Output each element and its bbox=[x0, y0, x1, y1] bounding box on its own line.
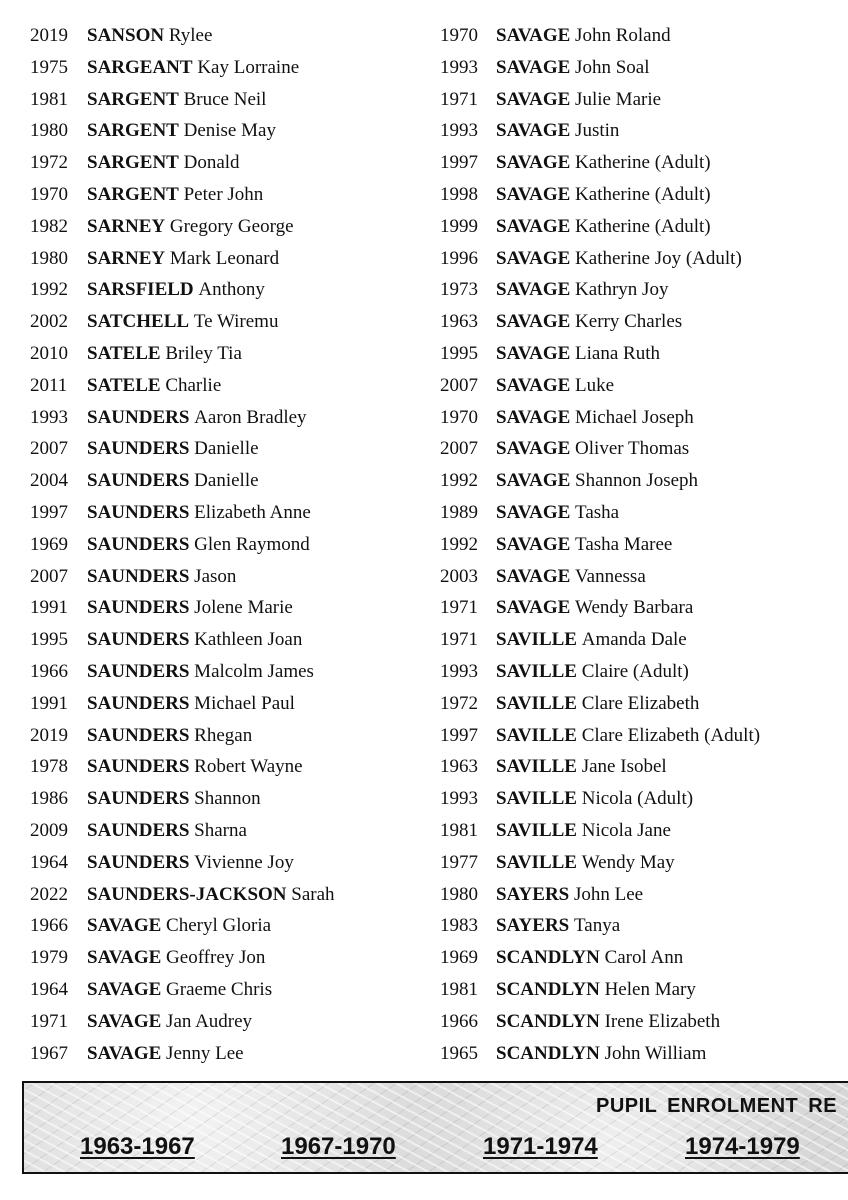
list-item bbox=[440, 115, 848, 147]
list-item bbox=[440, 147, 848, 179]
enrolment-year: 2022 bbox=[30, 883, 68, 905]
surname: SAVAGE bbox=[87, 1010, 162, 1032]
surname: SAVAGE bbox=[496, 279, 571, 301]
enrolment-year: 1986 bbox=[30, 788, 68, 810]
list-item bbox=[30, 243, 430, 275]
enrolment-year: 1998 bbox=[440, 183, 478, 205]
list-item bbox=[30, 52, 430, 84]
surname: SAVAGE bbox=[496, 438, 571, 460]
enrolment-year: 2019 bbox=[30, 25, 68, 46]
surname: SAUNDERS bbox=[87, 629, 190, 651]
enrolment-year: 2010 bbox=[30, 342, 68, 364]
list-item bbox=[440, 815, 848, 847]
list-item bbox=[440, 306, 848, 338]
list-item bbox=[440, 1006, 848, 1038]
list-item bbox=[30, 211, 430, 243]
surname: SAYERS bbox=[496, 915, 570, 937]
list-item bbox=[440, 402, 848, 434]
surname: SAUNDERS bbox=[87, 501, 190, 523]
list-item bbox=[30, 433, 430, 465]
enrolment-year: 1997 bbox=[440, 152, 478, 174]
enrolment-year: 1991 bbox=[30, 692, 68, 714]
enrolment-year: 1963 bbox=[440, 311, 478, 333]
enrolment-year: 1966 bbox=[30, 915, 68, 937]
given-names: Michael Joseph bbox=[575, 406, 694, 428]
surname: SARGENT bbox=[87, 152, 179, 174]
list-item bbox=[440, 656, 848, 688]
list-item bbox=[30, 847, 430, 879]
given-names: Malcolm James bbox=[194, 660, 314, 682]
given-names: Clare Elizabeth (Adult) bbox=[581, 724, 761, 746]
list-item bbox=[30, 879, 430, 911]
surname: SARGENT bbox=[87, 183, 179, 205]
surname: SAUNDERS bbox=[87, 438, 190, 460]
given-names: John William bbox=[604, 1042, 707, 1064]
enrolment-year: 1966 bbox=[440, 1010, 478, 1032]
enrolment-year: 1980 bbox=[440, 883, 478, 905]
given-names: Rylee bbox=[168, 25, 213, 46]
given-names: Donald bbox=[183, 152, 240, 174]
given-names: Kathryn Joy bbox=[575, 279, 669, 301]
list-item bbox=[30, 115, 430, 147]
given-names: Shannon bbox=[194, 788, 261, 810]
list-item bbox=[440, 688, 848, 720]
surname: SAVAGE bbox=[87, 978, 162, 1000]
enrolment-year: 2007 bbox=[30, 438, 68, 460]
surname: SAUNDERS bbox=[87, 819, 190, 841]
enrolment-year: 2011 bbox=[30, 374, 68, 396]
surname: SAVAGE bbox=[496, 120, 571, 142]
surname: SAUNDERS bbox=[87, 597, 190, 619]
given-names: Tanya bbox=[573, 915, 621, 937]
given-names: Wendy May bbox=[581, 851, 675, 873]
given-names: Michael Paul bbox=[194, 692, 295, 714]
given-names: Anthony bbox=[198, 279, 265, 301]
enrolment-year: 2004 bbox=[30, 470, 68, 492]
enrolment-year: 1978 bbox=[30, 756, 68, 778]
enrolment-year: 1966 bbox=[30, 660, 68, 682]
enrolment-year: 2007 bbox=[440, 374, 478, 396]
enrolment-year: 1989 bbox=[440, 501, 478, 523]
given-names: Vannessa bbox=[575, 565, 646, 587]
list-item bbox=[30, 306, 430, 338]
given-names: Justin bbox=[575, 120, 620, 142]
list-item bbox=[30, 497, 430, 529]
given-names: Te Wiremu bbox=[193, 311, 279, 333]
list-item bbox=[30, 147, 430, 179]
list-item bbox=[440, 179, 848, 211]
enrolment-year: 1982 bbox=[30, 215, 68, 237]
list-item bbox=[440, 561, 848, 593]
enrolment-year: 1981 bbox=[30, 88, 68, 110]
list-item bbox=[30, 751, 430, 783]
list-item bbox=[440, 529, 848, 561]
given-names: Wendy Barbara bbox=[575, 597, 694, 619]
given-names: Amanda Dale bbox=[581, 629, 687, 651]
given-names: Jolene Marie bbox=[194, 597, 293, 619]
surname: SARNEY bbox=[87, 247, 166, 269]
list-item bbox=[440, 338, 848, 370]
enrolment-year: 1993 bbox=[440, 120, 478, 142]
list-item bbox=[30, 465, 430, 497]
enrolment-year: 1981 bbox=[440, 978, 478, 1000]
list-item bbox=[440, 592, 848, 624]
given-names: Claire (Adult) bbox=[581, 660, 689, 682]
given-names: Nicola (Adult) bbox=[581, 788, 694, 810]
given-names: Cheryl Gloria bbox=[166, 915, 272, 937]
surname: SAVAGE bbox=[496, 470, 571, 492]
enrolment-year: 1981 bbox=[440, 819, 478, 841]
given-names: Nicola Jane bbox=[581, 819, 671, 841]
given-names: Elizabeth Anne bbox=[194, 501, 311, 523]
enrolment-year: 1983 bbox=[440, 915, 478, 937]
list-item bbox=[440, 879, 848, 911]
given-names: Shannon Joseph bbox=[575, 470, 699, 492]
given-names: Robert Wayne bbox=[194, 756, 303, 778]
given-names: Aaron Bradley bbox=[194, 406, 307, 428]
list-item bbox=[30, 656, 430, 688]
given-names: Katherine (Adult) bbox=[575, 215, 711, 237]
list-item bbox=[30, 84, 430, 116]
period-link-1963-1967[interactable]: 1963-1967 bbox=[80, 1133, 195, 1160]
given-names: Helen Mary bbox=[604, 978, 696, 1000]
surname: SAVILLE bbox=[496, 724, 577, 746]
enrolment-year: 1992 bbox=[440, 470, 478, 492]
period-link-1971-1974[interactable]: 1971-1974 bbox=[483, 1133, 598, 1160]
given-names: Glen Raymond bbox=[194, 533, 310, 555]
surname: SAUNDERS bbox=[87, 724, 190, 746]
enrolment-year: 1964 bbox=[30, 851, 68, 873]
given-names: Jan Audrey bbox=[166, 1010, 253, 1032]
list-item bbox=[440, 52, 848, 84]
surname: SANSON bbox=[87, 25, 165, 46]
surname: SAUNDERS bbox=[87, 788, 190, 810]
right-column bbox=[440, 20, 848, 1069]
given-names: Katherine Joy (Adult) bbox=[575, 247, 742, 269]
given-names: Charlie bbox=[165, 374, 222, 396]
surname: SAVILLE bbox=[496, 819, 577, 841]
surname: SATELE bbox=[87, 374, 161, 396]
given-names: Danielle bbox=[194, 438, 259, 460]
enrolment-year: 1972 bbox=[30, 152, 68, 174]
enrolment-year: 1964 bbox=[30, 978, 68, 1000]
enrolment-year: 1993 bbox=[30, 406, 68, 428]
surname: SAVAGE bbox=[496, 183, 571, 205]
surname: SAVAGE bbox=[496, 501, 571, 523]
list-item bbox=[440, 211, 848, 243]
given-names: Kathleen Joan bbox=[194, 629, 303, 651]
list-item bbox=[440, 497, 848, 529]
list-item bbox=[30, 274, 430, 306]
given-names: Denise May bbox=[183, 120, 276, 142]
enrolment-year: 1980 bbox=[30, 120, 68, 142]
list-item bbox=[30, 370, 430, 402]
given-names: Gregory George bbox=[169, 215, 294, 237]
banner-title: PUPIL ENROLMENT RE bbox=[596, 1095, 838, 1117]
given-names: Jason bbox=[194, 565, 237, 587]
surname: SAVAGE bbox=[496, 597, 571, 619]
list-item bbox=[440, 433, 848, 465]
given-names: Katherine (Adult) bbox=[575, 183, 711, 205]
surname: SAVAGE bbox=[496, 374, 571, 396]
enrolment-year: 1963 bbox=[440, 756, 478, 778]
given-names: John Roland bbox=[575, 25, 671, 46]
enrolment-year: 1971 bbox=[440, 629, 478, 651]
given-names: Rhegan bbox=[194, 724, 253, 746]
list-item bbox=[440, 20, 848, 52]
list-item bbox=[440, 783, 848, 815]
list-item bbox=[440, 1038, 848, 1070]
list-item bbox=[30, 20, 430, 52]
given-names: John Lee bbox=[573, 883, 644, 905]
enrolment-year: 1969 bbox=[440, 947, 478, 969]
surname: SAVAGE bbox=[496, 215, 571, 237]
enrolment-year: 1967 bbox=[30, 1042, 68, 1064]
enrolment-year: 1980 bbox=[30, 247, 68, 269]
left-column bbox=[30, 20, 430, 1069]
enrolment-year: 1979 bbox=[30, 947, 68, 969]
surname: SAYERS bbox=[496, 883, 570, 905]
given-names: Oliver Thomas bbox=[575, 438, 690, 460]
list-item bbox=[440, 751, 848, 783]
given-names: Graeme Chris bbox=[166, 978, 273, 1000]
given-names: Briley Tia bbox=[165, 342, 242, 364]
enrolment-year: 2009 bbox=[30, 819, 68, 841]
given-names: Sarah bbox=[291, 883, 335, 905]
surname: SAVAGE bbox=[496, 406, 571, 428]
enrolment-year: 1999 bbox=[440, 215, 478, 237]
list-item bbox=[30, 974, 430, 1006]
surname: SAUNDERS bbox=[87, 533, 190, 555]
surname: SCANDLYN bbox=[496, 978, 600, 1000]
enrolment-year: 1997 bbox=[30, 501, 68, 523]
enrolment-year: 1995 bbox=[440, 342, 478, 364]
given-names: Jane Isobel bbox=[581, 756, 667, 778]
list-item bbox=[30, 179, 430, 211]
enrolment-year: 2002 bbox=[30, 311, 68, 333]
given-names: John Soal bbox=[575, 56, 650, 78]
surname: SAVAGE bbox=[496, 56, 571, 78]
list-item bbox=[440, 274, 848, 306]
list-item bbox=[30, 529, 430, 561]
enrolment-year: 1965 bbox=[440, 1042, 478, 1064]
enrolment-year: 1970 bbox=[30, 183, 68, 205]
surname: SAVAGE bbox=[496, 152, 571, 174]
surname: SCANDLYN bbox=[496, 1010, 600, 1032]
enrolment-year: 1993 bbox=[440, 660, 478, 682]
surname: SAVILLE bbox=[496, 851, 577, 873]
given-names: Katherine (Adult) bbox=[575, 152, 711, 174]
surname: SAVAGE bbox=[496, 533, 571, 555]
given-names: Julie Marie bbox=[575, 88, 662, 110]
enrolment-year: 1992 bbox=[440, 533, 478, 555]
enrolment-year: 2003 bbox=[440, 565, 478, 587]
given-names: Liana Ruth bbox=[575, 342, 660, 364]
list-item bbox=[30, 592, 430, 624]
enrolment-year: 1997 bbox=[440, 724, 478, 746]
surname: SAVILLE bbox=[496, 660, 577, 682]
enrolment-year: 1973 bbox=[440, 279, 478, 301]
enrolment-year: 1971 bbox=[440, 597, 478, 619]
surname: SAUNDERS bbox=[87, 565, 190, 587]
list-item bbox=[440, 942, 848, 974]
enrolment-year: 1995 bbox=[30, 629, 68, 651]
enrolment-year: 1996 bbox=[440, 247, 478, 269]
surname: SAUNDERS bbox=[87, 692, 190, 714]
surname: SAVILLE bbox=[496, 629, 577, 651]
surname: SARGENT bbox=[87, 120, 179, 142]
enrolment-year: 2019 bbox=[30, 724, 68, 746]
enrolment-year: 2007 bbox=[30, 565, 68, 587]
given-names: Geoffrey Jon bbox=[166, 947, 266, 969]
surname: SAVAGE bbox=[496, 25, 571, 46]
given-names: Vivienne Joy bbox=[194, 851, 294, 873]
surname: SAVAGE bbox=[87, 947, 162, 969]
list-item bbox=[30, 338, 430, 370]
given-names: Tasha Maree bbox=[575, 533, 673, 555]
given-names: Bruce Neil bbox=[183, 88, 267, 110]
surname: SAUNDERS bbox=[87, 756, 190, 778]
list-item bbox=[440, 370, 848, 402]
list-item bbox=[440, 910, 848, 942]
period-link-1974-1979[interactable]: 1974-1979 bbox=[685, 1133, 800, 1160]
surname: SARGEANT bbox=[87, 56, 193, 78]
surname: SCANDLYN bbox=[496, 1042, 600, 1064]
enrolment-year: 1970 bbox=[440, 25, 478, 46]
surname: SATELE bbox=[87, 342, 161, 364]
enrolment-year: 1992 bbox=[30, 279, 68, 301]
enrolment-year: 1975 bbox=[30, 56, 68, 78]
given-names: Tasha bbox=[575, 501, 620, 523]
list-item bbox=[440, 84, 848, 116]
list-item bbox=[440, 974, 848, 1006]
given-names: Jenny Lee bbox=[166, 1042, 244, 1064]
surname: SAUNDERS bbox=[87, 660, 190, 682]
list-item bbox=[30, 561, 430, 593]
surname: SAVAGE bbox=[87, 1042, 162, 1064]
surname: SAVAGE bbox=[496, 565, 571, 587]
enrolment-year: 1991 bbox=[30, 597, 68, 619]
surname: SAVAGE bbox=[496, 88, 571, 110]
surname: SAVILLE bbox=[496, 756, 577, 778]
enrolment-year: 1993 bbox=[440, 56, 478, 78]
surname: SATCHELL bbox=[87, 311, 190, 333]
list-item bbox=[30, 1006, 430, 1038]
list-item bbox=[30, 402, 430, 434]
surname: SAVILLE bbox=[496, 788, 577, 810]
surname: SARGENT bbox=[87, 88, 179, 110]
list-item bbox=[440, 465, 848, 497]
enrolment-year: 1969 bbox=[30, 533, 68, 555]
enrolment-year: 1970 bbox=[440, 406, 478, 428]
list-item bbox=[440, 243, 848, 275]
surname: SAUNDERS bbox=[87, 470, 190, 492]
enrolment-year: 1971 bbox=[30, 1010, 68, 1032]
list-item bbox=[30, 783, 430, 815]
surname: SARNEY bbox=[87, 215, 166, 237]
given-names: Danielle bbox=[194, 470, 259, 492]
list-item bbox=[30, 624, 430, 656]
given-names: Luke bbox=[575, 374, 615, 396]
list-item bbox=[30, 910, 430, 942]
surname: SAUNDERS bbox=[87, 851, 190, 873]
enrolment-year: 1993 bbox=[440, 788, 478, 810]
period-link-1967-1970[interactable]: 1967-1970 bbox=[281, 1133, 396, 1160]
surname: SARSFIELD bbox=[87, 279, 194, 301]
surname: SCANDLYN bbox=[496, 947, 600, 969]
list-item bbox=[30, 1038, 430, 1070]
list-item bbox=[30, 720, 430, 752]
list-item bbox=[440, 720, 848, 752]
given-names: Peter John bbox=[183, 183, 264, 205]
enrolment-banner bbox=[22, 1081, 848, 1174]
surname: SAUNDERS-JACKSON bbox=[87, 883, 287, 905]
surname: SAVAGE bbox=[496, 311, 571, 333]
given-names: Kerry Charles bbox=[575, 311, 683, 333]
enrolment-year: 1972 bbox=[440, 692, 478, 714]
surname: SAVAGE bbox=[496, 342, 571, 364]
list-item bbox=[440, 624, 848, 656]
surname: SAUNDERS bbox=[87, 406, 190, 428]
surname: SAVAGE bbox=[496, 247, 571, 269]
given-names: Mark Leonard bbox=[169, 247, 280, 269]
list-item bbox=[440, 847, 848, 879]
given-names: Carol Ann bbox=[604, 947, 684, 969]
given-names: Sharna bbox=[194, 819, 247, 841]
enrolment-year: 2007 bbox=[440, 438, 478, 460]
surname: SAVAGE bbox=[87, 915, 162, 937]
list-item bbox=[30, 815, 430, 847]
surname: SAVILLE bbox=[496, 692, 577, 714]
list-item bbox=[30, 688, 430, 720]
enrolment-year: 1971 bbox=[440, 88, 478, 110]
given-names: Kay Lorraine bbox=[197, 56, 300, 78]
list-item bbox=[30, 942, 430, 974]
given-names: Irene Elizabeth bbox=[604, 1010, 721, 1032]
given-names: Clare Elizabeth bbox=[581, 692, 700, 714]
enrolment-year: 1977 bbox=[440, 851, 478, 873]
